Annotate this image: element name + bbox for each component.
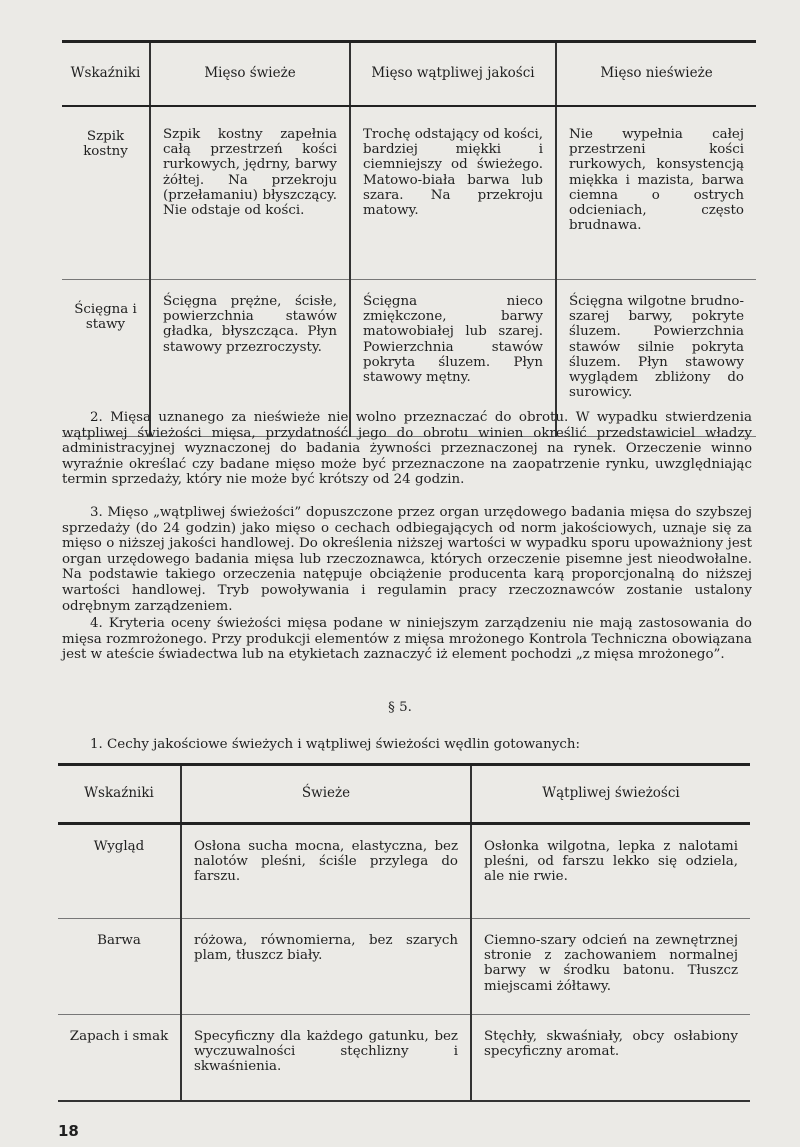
- cell-fresh: Szpik kostny zapełnia całą przestrzeń kości rurkowych, jędrny, barwy żółtej. Na przekroju (przełamaniu) błyszczący. Nie odstaje od kości.: [150, 106, 350, 280]
- cell-doubtful: Stęchły, skwaśniały, obcy osłabiony specyficzny aromat.: [471, 1015, 750, 1102]
- paragraph-3: 3. Mięso „wątpliwej świeżości” dopuszczone przez organ urzędowego badania mięsa do szybszej sprzedaży (do 24 godzin) jako mięso o cechach odbiegających od norm jakościowych, uznaje się za mięso o niższej jakości handlowej. Do określenia niższej wartości w wypadku sporu upoważniony jest organ urzędowego badania mięsa lub rzeczoznawca, których orzeczenie pisemne jest nieodwołalne. Na podstawie takiego orzeczenia natępuje obciążenie producenta karą proporcjonalną do niższej wartości handlowej. Tryb powoływania i regulamin pracy rzeczoznawców zostanie ustalony odrębnym zarządzeniem.: [62, 505, 752, 614]
- cell-doubtful: Ścięgna nieco zmiękczone, barwy matowobiałej lub szarej. Powierzchnia stawów pokryta śluzem. Płyn stawowy mętny.: [350, 280, 556, 437]
- header-doubtful-meat: Mięso wątpliwej jakości: [350, 42, 556, 107]
- paragraph-4: 4. Kryteria oceny świeżości mięsa podane w niniejszym zarządzeniu nie mają zastosowania do mięsa rozmrożonego. Przy produkcji elementów z mięsa mrożonego Kontrola Techniczna obowiązana jest w ateście świadectwa lub na etykietach zaznaczyć iż element pochodzi „z mięsa mrożonego”.: [62, 616, 752, 663]
- cell-stale: Nie wypełnia całej przestrzeni kości rurkowych, konsystencją miękka i mazista, barwa ciemna o ostrych odcieniach, często brudnawa.: [556, 106, 756, 280]
- cell-fresh: różowa, równomierna, bez szarych plam, tłuszcz biały.: [181, 919, 471, 1015]
- paragraph-2: 2. Mięsa uznanego za nieświeże nie wolno przeznaczać do obrotu. W wypadku stwierdzenia wątpliwej świeżości mięsa, przydatność jego do obrotu winien określić przedstawiciel władzy administracyjnej wyznaczonej do badania żywności przeznaczonej na rynek. Orzeczenie winno wyraźnie określać czy badane mięso może być przeznaczone na zaopatrzenie rynku, uwzględniając termin sprzedaży, który nie może być krótszy od 24 godzin.: [62, 410, 752, 488]
- header-indicators: Wskaźniki: [58, 765, 181, 824]
- section-heading: § 5.: [388, 700, 412, 715]
- header-stale-meat: Mięso nieświeże: [556, 42, 756, 107]
- cell-doubtful: Ciemno-szary odcień na zewnętrznej stronie z zachowaniem normalnej barwy w środku batonu. Tłuszcz miejscami żółtawy.: [471, 919, 750, 1015]
- header-fresh: Świeże: [181, 765, 471, 824]
- section-intro: 1. Cechy jakościowe świeżych i wątpliwej świeżości wędlin gotowanych:: [90, 737, 580, 752]
- cell-doubtful: Trochę odstający od kości, bardziej miękki i ciemniejszy od świeżego. Matowo-biała barwa lub szara. Na przekroju matowy.: [350, 106, 556, 280]
- header-doubtful-freshness: Wątpliwej świeżości: [471, 765, 750, 824]
- cell-doubtful: Osłonka wilgotna, lepka z nalotami pleśni, od farszu lekko się odziela, ale nie rwie.: [471, 824, 750, 919]
- table-row: [62, 106, 756, 280]
- table-row: [58, 919, 750, 1015]
- row-indicator: Szpik kostny: [62, 106, 150, 280]
- row-indicator: Zapach i smak: [58, 1015, 181, 1102]
- row-indicator: Wygląd: [58, 824, 181, 919]
- row-indicator: Ścięgna i stawy: [62, 280, 150, 437]
- meat-quality-table: [62, 40, 756, 437]
- table-row: [58, 824, 750, 919]
- cell-fresh: Ścięgna prężne, ścisłe, powierzchnia stawów gładka, błyszcząca. Płyn stawowy przezroczysty.: [150, 280, 350, 437]
- header-indicators: Wskaźniki: [62, 42, 150, 107]
- cell-stale: Ścięgna wilgotne brudno-szarej barwy, pokryte śluzem. Powierzchnia stawów silnie pokryta śluzem. Płyn stawowy wyglądem zbliżony do surowicy.: [556, 280, 756, 437]
- sausage-quality-table: [58, 763, 750, 1102]
- table-header-row: [58, 765, 750, 824]
- table-row: [58, 1015, 750, 1102]
- page-number: 18: [58, 1122, 79, 1140]
- header-fresh-meat: Mięso świeże: [150, 42, 350, 107]
- table-header-row: [62, 42, 756, 107]
- cell-fresh: Specyficzny dla każdego gatunku, bez wyczuwalności stęchlizny i skwaśnienia.: [181, 1015, 471, 1102]
- row-indicator: Barwa: [58, 919, 181, 1015]
- cell-fresh: Osłona sucha mocna, elastyczna, bez nalotów pleśni, ściśle przylega do farszu.: [181, 824, 471, 919]
